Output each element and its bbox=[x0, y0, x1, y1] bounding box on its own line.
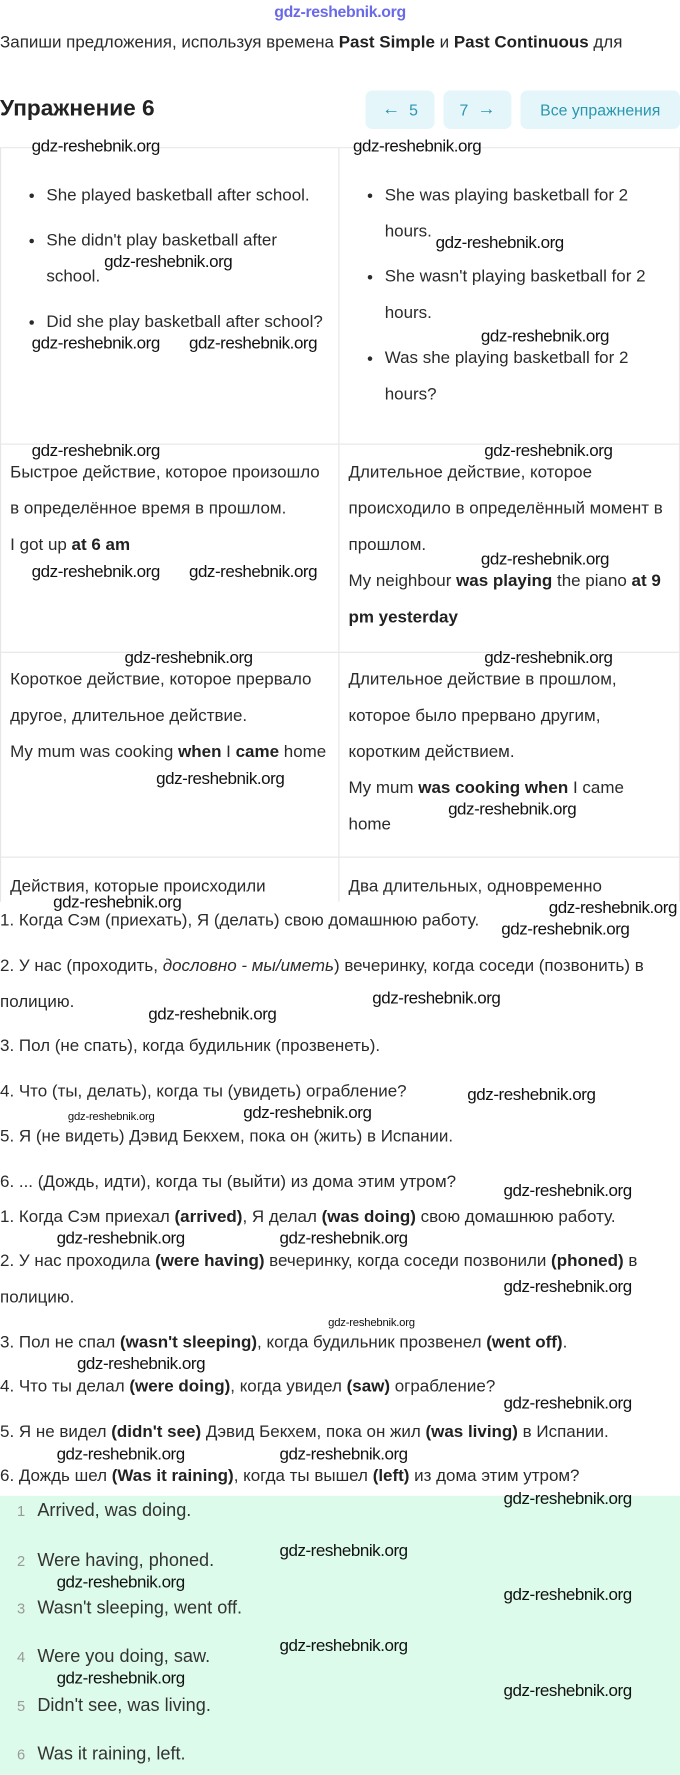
translation-item bbox=[0, 1377, 495, 1397]
watermark-text: gdz-reshebnik.org bbox=[372, 988, 501, 1009]
text-segment: home bbox=[279, 742, 327, 762]
text-segment: Короткое действие, которое прервало другое, длительное действие. bbox=[10, 669, 312, 726]
answer-item bbox=[17, 1647, 210, 1667]
text-segment: (arrived) bbox=[174, 1207, 243, 1227]
text-segment: I came home bbox=[348, 778, 624, 834]
list-item: • Was she playing basketball for 2 hours? bbox=[385, 332, 670, 413]
answer-text: Were having, phoned. bbox=[37, 1551, 215, 1571]
text-segment: . bbox=[562, 1332, 568, 1353]
watermark-text: gdz-reshebnik.org bbox=[56, 1572, 185, 1593]
text-segment: (were doing) bbox=[129, 1377, 231, 1397]
text-segment: (left) bbox=[372, 1466, 410, 1486]
text-segment: was cooking when bbox=[418, 778, 569, 798]
text-segment: дословно - мы/иметь bbox=[162, 956, 334, 976]
answer-number: 3 bbox=[16, 1599, 26, 1617]
watermark-text: gdz-reshebnik.org bbox=[503, 1181, 632, 1201]
answer-item bbox=[17, 1551, 214, 1571]
text-segment: 4. Что (ты, делать), когда ты (увидеть) ограбление? bbox=[0, 1081, 407, 1101]
task-item bbox=[0, 1127, 453, 1147]
text-segment: вечеринку, когда соседи позвонили bbox=[264, 1251, 552, 1271]
text-segment: at 6 am bbox=[71, 535, 131, 555]
text-segment: Длительное действие в прошлом, которое было прервано другим, коротким действием. bbox=[348, 669, 617, 762]
watermark-text: gdz-reshebnik.org bbox=[503, 1277, 632, 1297]
watermark-text: gdz-reshebnik.org bbox=[503, 1681, 632, 1701]
task-item bbox=[0, 948, 680, 1020]
text-segment: 1. Когда Сэм (приехать), Я (делать) свою домашнюю работу. bbox=[0, 910, 480, 931]
watermark-text: gdz-reshebnik.org bbox=[484, 648, 613, 668]
text-segment: was playing bbox=[456, 571, 553, 591]
watermark-text: gdz-reshebnik.org bbox=[279, 1444, 408, 1465]
text-segment: 6. ... (Дождь, идти), когда ты (выйти) из дома этим утром? bbox=[0, 1172, 457, 1192]
text-segment: из дома этим утром? bbox=[409, 1466, 580, 1486]
watermark-text: gdz-reshebnik.org bbox=[480, 327, 610, 347]
text-segment: up bbox=[43, 535, 72, 555]
answer-number: 4 bbox=[16, 1648, 26, 1666]
answer-item bbox=[17, 1502, 191, 1522]
text-segment: got bbox=[19, 535, 44, 555]
translation-item bbox=[0, 1422, 609, 1442]
answer-text: Wasn't sleeping, went off. bbox=[37, 1598, 243, 1619]
text-segment: Дэвид Бекхем, пока он жил bbox=[201, 1422, 426, 1442]
text-segment: 6. Дождь шел bbox=[0, 1466, 112, 1486]
arrow-left-icon: ← bbox=[381, 99, 401, 119]
text-segment: , когда будильник прозвенел bbox=[257, 1332, 487, 1353]
text-segment: 2. У нас проходила bbox=[0, 1251, 156, 1271]
watermark-text: gdz-reshebnik.org bbox=[76, 1354, 206, 1374]
text-segment: I bbox=[221, 742, 236, 762]
answer-text: Was it raining, left. bbox=[37, 1744, 186, 1765]
text-segment: My mum bbox=[348, 778, 419, 798]
answer-item bbox=[17, 1696, 211, 1716]
text-segment: (didn't see) bbox=[111, 1422, 202, 1442]
text-segment: Длительное действие, которое происходило в определённый момент в прошлом. bbox=[348, 462, 663, 555]
watermark-text: gdz-reshebnik.org bbox=[56, 1228, 185, 1249]
text-segment: , Я делал bbox=[242, 1207, 322, 1227]
watermark-text: gdz-reshebnik.org bbox=[503, 1394, 632, 1414]
watermark-text: gdz-reshebnik.org bbox=[31, 333, 160, 354]
text-segment: came bbox=[235, 742, 280, 762]
watermark-text: gdz-reshebnik.org bbox=[484, 441, 613, 461]
translation-item bbox=[0, 1207, 616, 1227]
bullet-list bbox=[349, 178, 670, 413]
text-segment: для bbox=[588, 32, 623, 53]
answer-text: Arrived, was doing. bbox=[37, 1501, 192, 1521]
text-segment: (was living) bbox=[425, 1422, 518, 1442]
text-segment: (was doing) bbox=[321, 1207, 416, 1227]
text-segment: 2. У нас (проходить, bbox=[0, 956, 163, 976]
watermark-text: gdz-reshebnik.org bbox=[279, 1541, 408, 1561]
text-segment: when bbox=[178, 742, 222, 762]
text-segment: Past Continuous bbox=[453, 32, 589, 53]
watermark-text: gdz-reshebnik.org bbox=[353, 136, 482, 157]
watermark-text: gdz-reshebnik.org bbox=[448, 799, 577, 820]
text-segment: 4. Что ты делал bbox=[0, 1377, 130, 1397]
page-title: Упражнение 6 bbox=[0, 96, 155, 122]
watermark-text: gdz-reshebnik.org bbox=[501, 919, 630, 940]
watermark-text: gdz-reshebnik.org bbox=[503, 1489, 632, 1509]
text-segment: 5. Я (не видеть) Дэвид Бекхем, пока он (жить) в Испании. bbox=[0, 1126, 454, 1147]
text-segment: My mum was cooking bbox=[10, 742, 179, 762]
table-cell bbox=[339, 445, 680, 653]
watermark-text: gdz-reshebnik.org bbox=[53, 892, 182, 912]
translation-item bbox=[0, 1466, 580, 1486]
text-segment: 3. Пол (не спать), когда будильник (прозвенеть). bbox=[0, 1036, 381, 1056]
table-cell: Действия, которые происходили bbox=[0, 858, 339, 902]
task-item bbox=[0, 1172, 456, 1192]
answer-item bbox=[17, 1599, 242, 1619]
watermark-text: gdz-reshebnik.org bbox=[31, 136, 160, 157]
watermark-text: gdz-reshebnik.org bbox=[503, 1585, 632, 1605]
text-segment: 3. Пол не спал bbox=[0, 1332, 121, 1353]
arrow-right-icon: → bbox=[477, 99, 496, 119]
table-cell bbox=[0, 653, 339, 858]
translation-item bbox=[0, 1333, 567, 1353]
text-segment: (phoned) bbox=[551, 1251, 624, 1271]
list-item: • She played basketball after school. bbox=[46, 178, 329, 214]
watermark-text: gdz-reshebnik.org bbox=[480, 549, 610, 570]
answer-text: Didn't see, was living. bbox=[37, 1696, 211, 1716]
text-segment: the piano bbox=[552, 571, 632, 591]
list-item: • She was playing basketball for 2 hours. bbox=[385, 178, 670, 250]
task-item bbox=[0, 1036, 380, 1056]
watermark-text: gdz-reshebnik.org bbox=[31, 562, 160, 582]
watermark-text: gdz-reshebnik.org bbox=[188, 562, 318, 582]
all-exercises-button[interactable]: Все упражнения bbox=[520, 91, 680, 129]
text-segment: , когда увидел bbox=[230, 1377, 347, 1397]
text-segment: at 9 pm yesterday bbox=[348, 571, 661, 627]
watermark-text: gdz-reshebnik.org bbox=[124, 648, 253, 668]
text-segment: (saw) bbox=[346, 1377, 391, 1397]
answer-number: 1 bbox=[16, 1502, 26, 1520]
watermark-text: gdz-reshebnik.org bbox=[243, 1103, 372, 1123]
text-segment: I bbox=[10, 535, 20, 555]
watermark-text: gdz-reshebnik.org bbox=[548, 898, 677, 918]
watermark-text: gdz-reshebnik.org bbox=[188, 333, 318, 354]
table-cell bbox=[0, 147, 339, 445]
list-item: • She wasn't playing basketball for 2 hours. bbox=[385, 250, 670, 331]
watermark-text: gdz-reshebnik.org bbox=[67, 1111, 155, 1124]
task-item bbox=[0, 1082, 407, 1102]
watermark-text: gdz-reshebnik.org bbox=[328, 1317, 415, 1330]
table-cell: Два длительных, одновременно bbox=[339, 858, 680, 902]
watermark-text: gdz-reshebnik.org bbox=[467, 1085, 596, 1105]
watermark-text: gdz-reshebnik.org bbox=[31, 441, 160, 461]
watermark-text: gdz-reshebnik.org bbox=[56, 1444, 185, 1465]
text-segment: 5. Я не видел bbox=[0, 1422, 112, 1442]
next-exercise-button[interactable] bbox=[444, 91, 512, 129]
watermark-text: gdz-reshebnik.org bbox=[56, 1668, 185, 1689]
watermark-text: gdz-reshebnik.org bbox=[279, 1228, 408, 1249]
text-segment: , когда ты вышел bbox=[233, 1466, 373, 1486]
prev-exercise-label: 5 bbox=[409, 100, 418, 119]
text-segment: My neighbour bbox=[348, 571, 457, 591]
watermark-text: gdz-reshebnik.org bbox=[148, 1004, 277, 1025]
watermark-text: gdz-reshebnik.org bbox=[104, 252, 233, 272]
text-segment: в полицию. bbox=[0, 1251, 638, 1307]
text-segment: Past Simple bbox=[338, 32, 435, 53]
table-cell bbox=[0, 445, 339, 653]
answer-text: Were you doing, saw. bbox=[37, 1647, 211, 1667]
answer-number: 5 bbox=[16, 1697, 26, 1715]
grammar-table bbox=[0, 147, 680, 902]
text-segment: ) вечеринку, когда соседи (позвонить) в полицию. bbox=[0, 956, 644, 1012]
text-segment: Запиши предложения, используя времена bbox=[0, 32, 339, 53]
text-segment: в Испании. bbox=[517, 1422, 609, 1442]
text-segment: (wasn't sleeping) bbox=[120, 1332, 258, 1353]
text-segment: (went off) bbox=[486, 1332, 563, 1353]
prev-exercise-button[interactable] bbox=[365, 91, 434, 129]
list-item: • Did she play basketball after school? bbox=[46, 295, 329, 340]
text-segment: Быстрое действие, которое произошло в определённое время в прошлом. bbox=[10, 462, 320, 519]
watermark-text: gdz-reshebnik.org bbox=[435, 233, 564, 253]
answer-number: 6 bbox=[16, 1745, 26, 1763]
text-segment: 1. Когда Сэм приехал bbox=[0, 1207, 175, 1227]
text-segment: (Was it raining) bbox=[111, 1466, 234, 1486]
table-cell bbox=[339, 147, 680, 445]
text-segment: ограбление? bbox=[390, 1377, 496, 1397]
task-item bbox=[0, 911, 479, 931]
watermark-text: gdz-reshebnik.org bbox=[156, 769, 285, 789]
text-segment: и bbox=[434, 32, 454, 53]
answer-item bbox=[17, 1745, 186, 1765]
watermark-logo: gdz-reshebnik.org bbox=[274, 2, 406, 21]
list-item: • She didn't play basketball after school. bbox=[46, 214, 329, 295]
table-cell bbox=[339, 653, 680, 858]
answer-number: 2 bbox=[16, 1552, 26, 1570]
exercise-instruction bbox=[0, 33, 622, 53]
watermark-text: gdz-reshebnik.org bbox=[279, 1636, 408, 1656]
next-exercise-label: 7 bbox=[459, 100, 469, 119]
text-segment: свою домашнюю работу. bbox=[415, 1207, 616, 1227]
text-segment: (were having) bbox=[155, 1251, 265, 1271]
